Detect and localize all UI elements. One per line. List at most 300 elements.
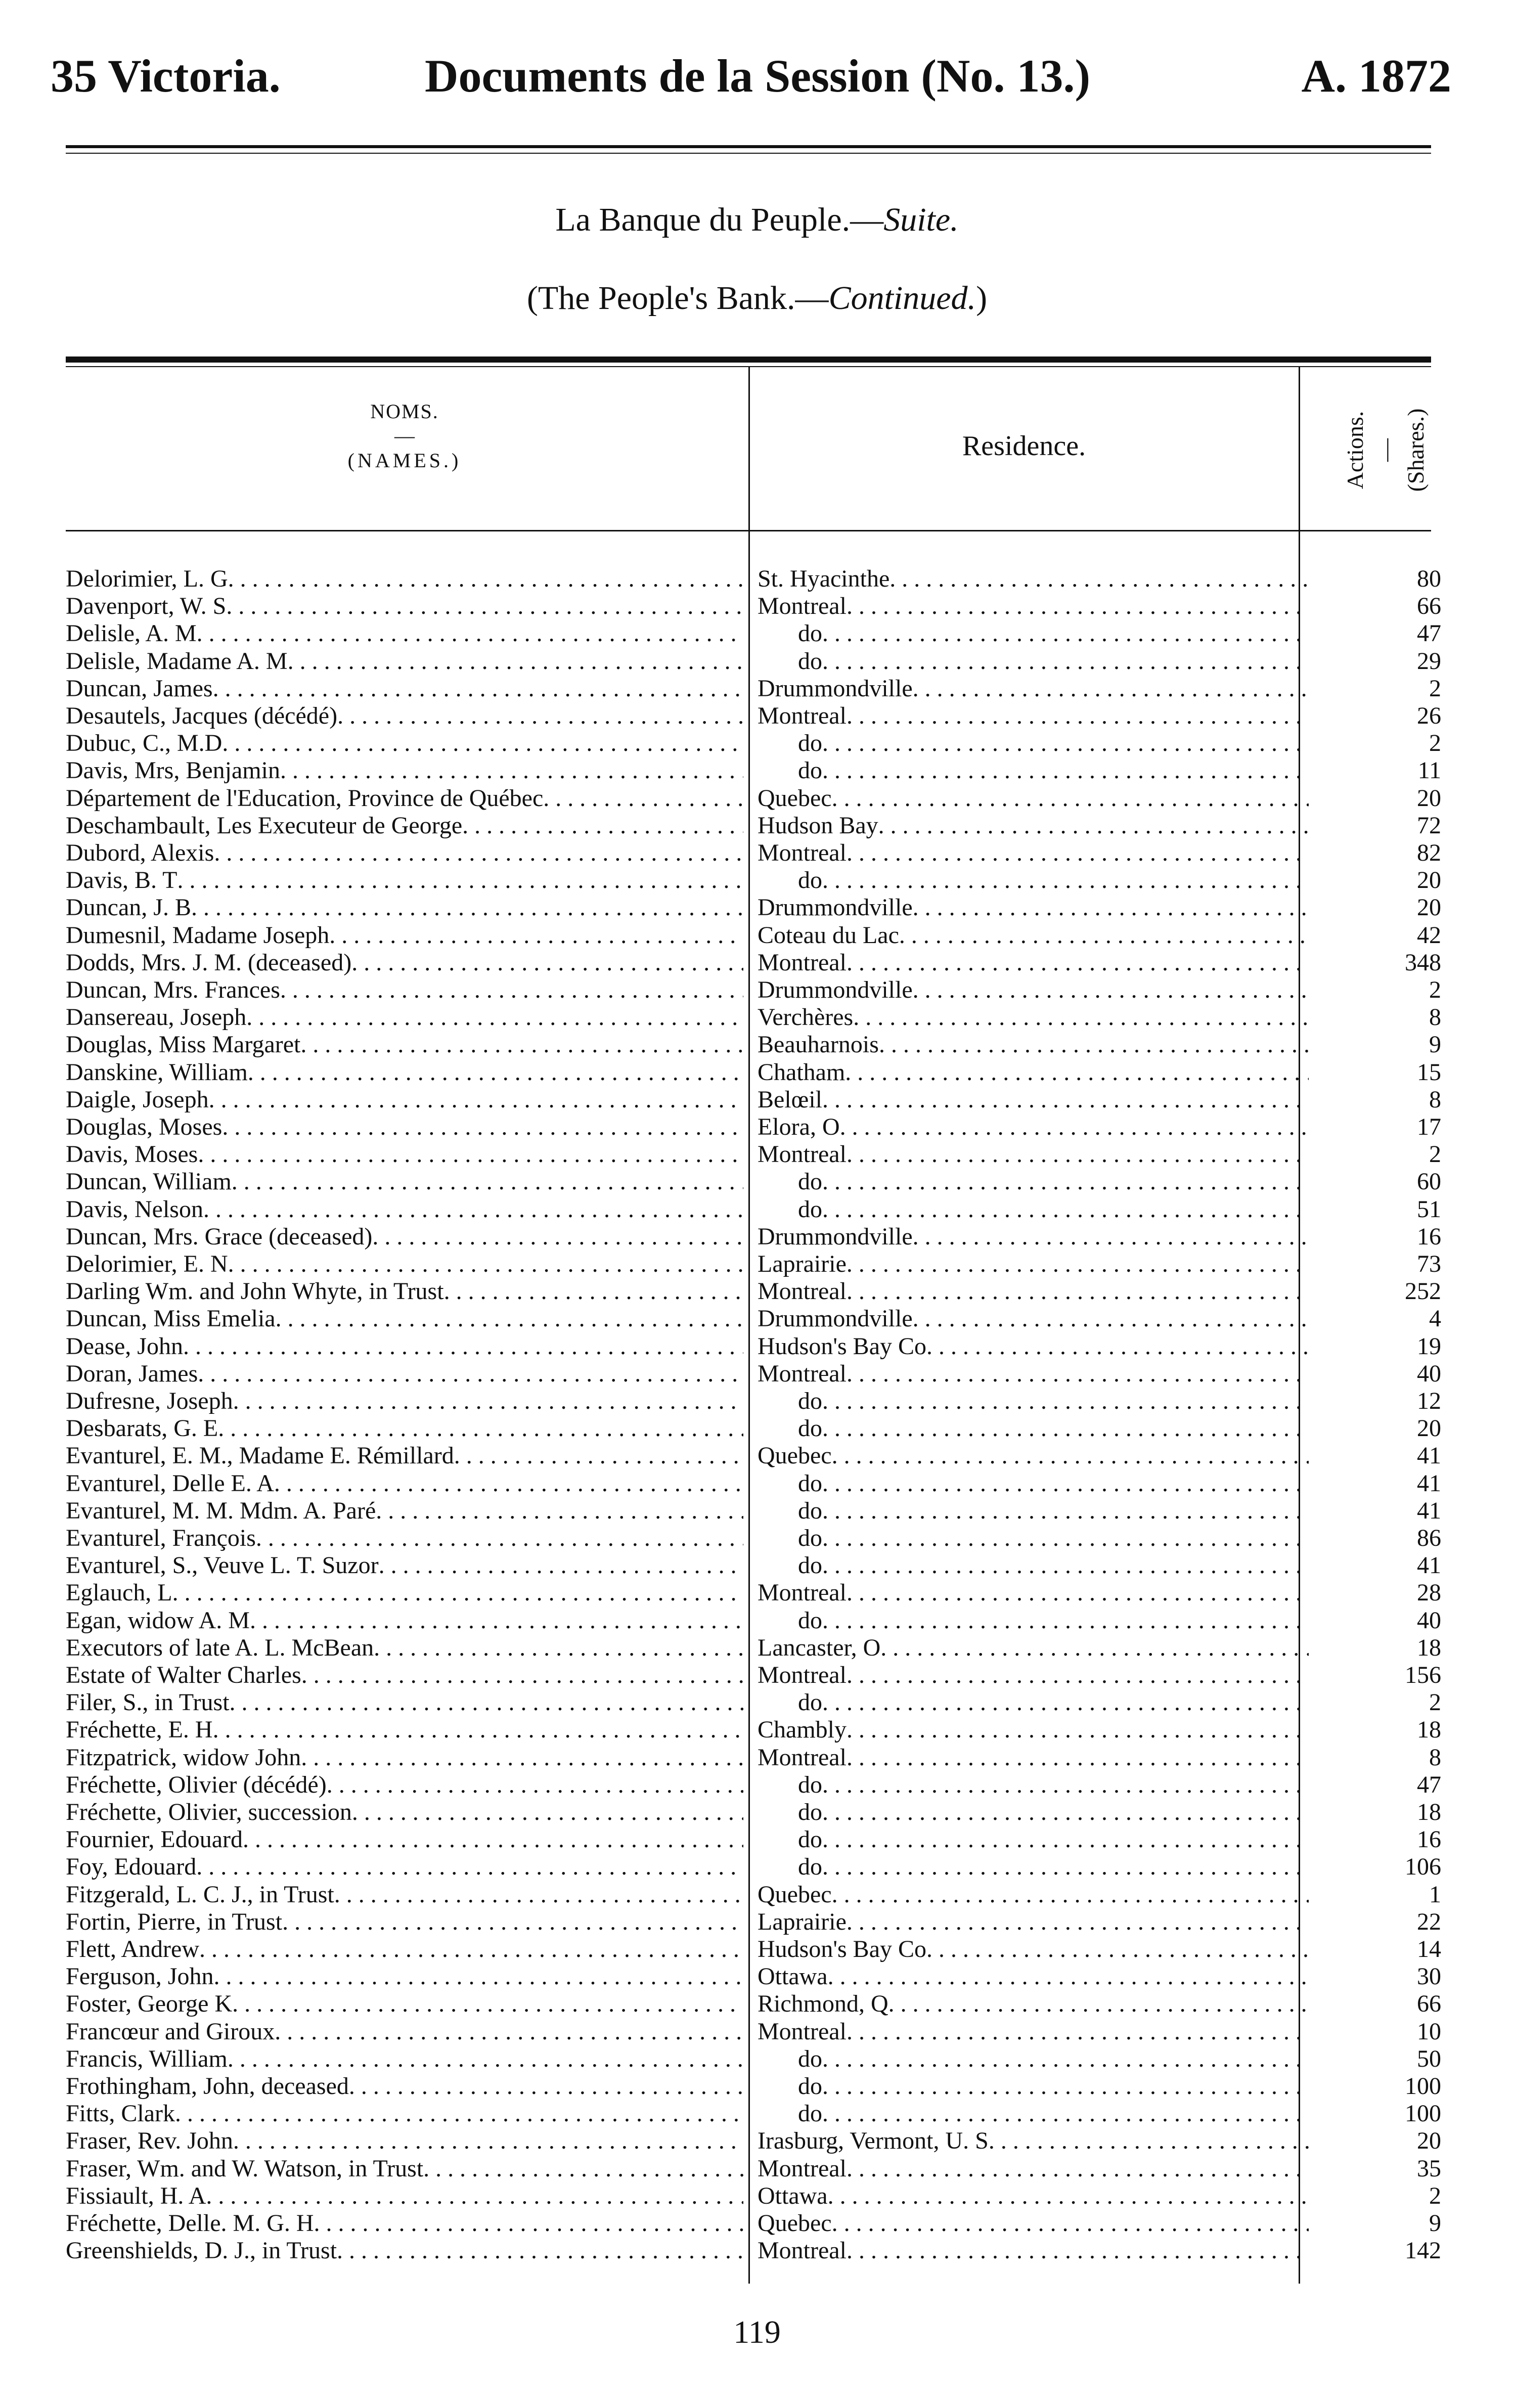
column-head-names-en: (NAMES.) <box>347 449 462 472</box>
shareholder-name: Filer, S., in Trust <box>66 1689 230 1716</box>
shareholder-name-cell <box>66 2182 743 2210</box>
residence: do <box>798 1415 822 1442</box>
shareholder-name: Flett, Andrew <box>66 1936 199 1963</box>
residence: Lancaster, O <box>758 1634 881 1661</box>
residence-cell <box>758 949 1309 976</box>
dot-leader <box>226 593 743 620</box>
dot-leader <box>822 1497 1309 1525</box>
shareholder-name-cell <box>66 2237 743 2264</box>
shares-count: 28 <box>1417 1579 1441 1607</box>
dot-leader <box>337 702 743 730</box>
shareholder-name-cell <box>66 2127 743 2155</box>
shares-count: 20 <box>1417 2127 1441 2155</box>
dot-leader <box>454 1442 743 1469</box>
table-row <box>66 1936 1441 1963</box>
table-row <box>66 1059 1441 1086</box>
dot-leader <box>198 1141 743 1168</box>
residence: do <box>798 867 822 894</box>
shareholder-name: Delisle, A. M <box>66 620 197 647</box>
residence-cell <box>758 2073 1309 2100</box>
residence-cell <box>758 1607 1309 1634</box>
residence-cell <box>758 812 1309 839</box>
running-head-center: Documents de la Session (No. 13.) <box>425 50 1091 102</box>
dot-leader <box>314 2210 743 2237</box>
shareholder-name: Fraser, Wm. and W. Watson, in Trust <box>66 2155 424 2182</box>
table-row <box>66 2155 1441 2182</box>
shareholder-name: Douglas, Miss Margaret <box>66 1031 301 1058</box>
residence: Drummondville <box>758 976 913 1003</box>
residence: do <box>798 1826 822 1853</box>
shareholder-name-cell <box>66 1853 743 1881</box>
dot-leader <box>847 1360 1309 1388</box>
dot-leader <box>327 1771 743 1799</box>
shareholder-name-cell <box>66 1689 743 1716</box>
residence: Montreal <box>758 1744 847 1771</box>
table-row <box>66 1305 1441 1332</box>
dot-leader <box>828 2182 1309 2210</box>
shareholder-name-cell <box>66 1826 743 1853</box>
residence-cell <box>758 1251 1309 1278</box>
shareholder-name: Executors of late A. L. McBean <box>66 1634 374 1661</box>
shares-count: 19 <box>1417 1332 1441 1360</box>
shareholder-name-cell <box>66 1031 743 1058</box>
shares-count: 20 <box>1417 867 1441 894</box>
residence-cell <box>758 1305 1309 1332</box>
shareholder-name: Fitzpatrick, widow John <box>66 1744 301 1771</box>
residence: Belœil <box>758 1086 822 1113</box>
dot-leader <box>175 2100 743 2127</box>
table-row <box>66 1388 1441 1415</box>
table-row <box>66 1881 1441 1908</box>
dot-leader <box>233 1388 743 1415</box>
dot-leader <box>213 1716 743 1744</box>
shareholder-name-cell <box>66 565 743 593</box>
shareholder-name-cell <box>66 2045 743 2073</box>
dot-leader <box>822 1826 1309 1853</box>
residence-cell <box>758 1936 1309 1963</box>
table-row <box>66 702 1441 730</box>
dot-leader <box>248 1059 743 1086</box>
shares-count: 40 <box>1417 1360 1441 1387</box>
shareholder-name: Davis, Moses <box>66 1141 198 1168</box>
residence-cell <box>758 593 1309 620</box>
shareholder-name-cell <box>66 1908 743 1936</box>
shareholder-name-cell <box>66 867 743 894</box>
shareholder-name: Evanturel, E. M., Madame E. Rémillard <box>66 1442 454 1469</box>
shares-count: 22 <box>1417 1908 1441 1935</box>
shareholder-name-cell <box>66 757 743 784</box>
shareholder-name-cell <box>66 593 743 620</box>
residence: do <box>798 1607 822 1634</box>
dot-leader <box>209 1086 743 1113</box>
dot-leader <box>214 839 743 867</box>
shares-count: 15 <box>1417 1058 1441 1086</box>
shareholder-name-cell <box>66 1442 743 1469</box>
shares-count: 60 <box>1417 1168 1441 1195</box>
residence: Irasburg, Vermont, U. S <box>758 2127 989 2155</box>
shares-count: 72 <box>1417 812 1441 839</box>
title-french-text: La Banque du Peuple.— <box>555 201 884 238</box>
table-row <box>66 1607 1441 1634</box>
shareholder-name-cell <box>66 1662 743 1689</box>
residence-cell <box>758 730 1309 757</box>
table-row <box>66 894 1441 921</box>
shareholder-name: Delorimier, E. N <box>66 1251 228 1277</box>
shareholder-name: Daigle, Joseph <box>66 1086 209 1113</box>
shareholder-name: Fréchette, Delle. M. G. H <box>66 2210 314 2237</box>
residence: do <box>798 1469 822 1497</box>
residence: Montreal <box>758 702 847 729</box>
residence: Montreal <box>758 949 847 976</box>
table-row <box>66 1908 1441 1936</box>
shares-count: 100 <box>1405 2073 1441 2100</box>
residence-cell <box>758 2155 1309 2182</box>
dot-leader <box>822 1086 1309 1113</box>
dot-leader <box>213 675 743 702</box>
shareholder-name: Dubuc, C., M.D <box>66 730 222 757</box>
residence-cell <box>758 1223 1309 1251</box>
residence: Quebec <box>758 2210 832 2237</box>
dot-leader <box>276 1305 743 1332</box>
residence-cell <box>758 1278 1309 1305</box>
shares-count: 12 <box>1417 1388 1441 1414</box>
residence: Chatham <box>758 1058 845 1086</box>
shareholder-name: Duncan, Miss Emelia <box>66 1305 276 1332</box>
dot-leader <box>847 1141 1309 1168</box>
residence-cell <box>758 1497 1309 1525</box>
residence: do <box>798 2100 822 2127</box>
residence: Montreal <box>758 1278 847 1305</box>
shareholder-name: Fournier, Edouard <box>66 1826 243 1853</box>
residence-cell <box>758 1716 1309 1744</box>
residence: do <box>798 1525 822 1551</box>
shareholder-name: Darling Wm. and John Whyte, in Trust <box>66 1278 444 1305</box>
table-row <box>66 785 1441 812</box>
shareholder-name-cell <box>66 2073 743 2100</box>
table-row <box>66 757 1441 784</box>
dot-leader <box>203 1196 743 1223</box>
dot-leader <box>822 620 1309 647</box>
shareholder-name-cell <box>66 949 743 976</box>
table-row <box>66 1853 1441 1881</box>
shares-count: 47 <box>1417 620 1441 647</box>
shareholder-name: Dubord, Alexis <box>66 839 214 866</box>
residence: do <box>798 1388 822 1414</box>
shares-count: 18 <box>1417 1716 1441 1744</box>
dot-leader <box>250 1607 743 1634</box>
shares-count: 35 <box>1417 2155 1441 2182</box>
dot-leader <box>462 812 743 839</box>
shareholder-name-cell <box>66 785 743 812</box>
dot-leader <box>822 1853 1309 1881</box>
dot-leader <box>822 1607 1309 1634</box>
residence-cell <box>758 1415 1309 1442</box>
shareholder-name-cell <box>66 1990 743 2018</box>
shareholder-name: Francœur and Giroux <box>66 2018 275 2045</box>
title-english-italic: Continued. <box>828 280 976 317</box>
shareholder-name: Fitts, Clark <box>66 2100 175 2127</box>
shares-count: 51 <box>1417 1195 1441 1223</box>
residence: St. Hyacinthe <box>758 565 890 592</box>
page-number: 119 <box>733 2314 781 2350</box>
shareholder-name-cell <box>66 812 743 839</box>
shareholder-name: Evanturel, François <box>66 1525 256 1551</box>
dot-leader <box>926 1333 1309 1360</box>
residence-cell <box>758 894 1309 921</box>
table-row <box>66 2127 1441 2155</box>
shares-count: 50 <box>1417 2045 1441 2072</box>
residence-cell <box>758 1059 1309 1086</box>
shareholder-name-cell <box>66 1936 743 1963</box>
residence-cell <box>758 565 1309 593</box>
residence-cell <box>758 2045 1309 2073</box>
dot-leader <box>879 1031 1309 1058</box>
shareholder-name-cell <box>66 1278 743 1305</box>
shareholder-name-cell <box>66 648 743 675</box>
table-row <box>66 1662 1441 1689</box>
residence: Montreal <box>758 1579 847 1607</box>
table-row <box>66 976 1441 1004</box>
shares-count: 47 <box>1417 1771 1441 1798</box>
shareholder-name: Egan, widow A. M <box>66 1607 250 1634</box>
residence-cell <box>758 1908 1309 1936</box>
shares-count: 8 <box>1429 1086 1441 1113</box>
residence: Verchères <box>758 1004 854 1031</box>
table-row <box>66 1689 1441 1716</box>
column-head-residence: Residence. <box>962 430 1086 462</box>
residence-cell <box>758 1552 1309 1579</box>
table-row <box>66 1470 1441 1497</box>
residence: do <box>798 620 822 647</box>
residence: do <box>798 1195 822 1223</box>
table-row <box>66 1223 1441 1251</box>
head-rule-thick <box>66 145 1431 148</box>
shares-count: 30 <box>1417 1963 1441 1990</box>
shareholder-name-cell <box>66 1223 743 1251</box>
shareholder-name-cell <box>66 1771 743 1799</box>
residence: Coteau du Lac <box>758 921 899 949</box>
shareholder-name: Duncan, Mrs. Grace (deceased) <box>66 1223 373 1250</box>
shares-count: 16 <box>1417 1826 1441 1853</box>
shares-count: 252 <box>1405 1278 1441 1305</box>
column-head-names-fr: NOMS. <box>370 400 439 423</box>
shares-count: 8 <box>1429 1744 1441 1771</box>
residence-cell <box>758 2182 1309 2210</box>
residence: Richmond, Q <box>758 1990 888 2018</box>
dot-leader <box>822 1415 1309 1442</box>
dot-leader <box>989 2127 1309 2155</box>
shareholder-name: Francis, William <box>66 2045 228 2072</box>
shareholder-name: Fraser, Rev. John <box>66 2127 233 2155</box>
residence: do <box>798 757 822 784</box>
shares-count: 16 <box>1417 1223 1441 1250</box>
shareholder-name: Fissiault, H. A <box>66 2182 206 2209</box>
shares-count: 8 <box>1429 1004 1441 1031</box>
residence: do <box>798 1853 822 1881</box>
dot-leader <box>847 949 1309 976</box>
residence: Hudson Bay <box>758 812 878 839</box>
dot-leader <box>228 565 743 593</box>
residence: Quebec <box>758 784 832 812</box>
dot-leader <box>822 1771 1309 1799</box>
residence-cell <box>758 2237 1309 2264</box>
title-english <box>0 276 1514 321</box>
dot-leader <box>822 2100 1309 2127</box>
table-rule-thick <box>66 356 1431 363</box>
dot-leader <box>899 922 1309 949</box>
shareholder-name-cell <box>66 702 743 730</box>
shareholder-name-cell <box>66 1113 743 1141</box>
table-row <box>66 730 1441 757</box>
title-french-italic: Suite. <box>883 201 959 238</box>
residence-cell <box>758 867 1309 894</box>
dot-leader <box>444 1278 743 1305</box>
shares-count: 20 <box>1417 894 1441 921</box>
residence-cell <box>758 1799 1309 1826</box>
table-row <box>66 675 1441 702</box>
shareholder-name-cell <box>66 976 743 1004</box>
residence-cell <box>758 1333 1309 1360</box>
table-row <box>66 1113 1441 1141</box>
residence-cell <box>758 1579 1309 1607</box>
dot-leader <box>878 812 1309 839</box>
table-row <box>66 1415 1441 1442</box>
table-row <box>66 1552 1441 1579</box>
shareholder-name: Dease, John <box>66 1332 183 1360</box>
dot-leader <box>222 730 743 757</box>
dot-leader <box>847 1251 1309 1278</box>
table-row <box>66 1634 1441 1662</box>
shareholder-name-cell <box>66 1004 743 1031</box>
shareholder-name: Duncan, James <box>66 675 213 702</box>
running-head-right: A. 1872 <box>1301 50 1451 102</box>
dot-leader <box>275 2018 743 2045</box>
dot-leader <box>822 1552 1309 1579</box>
shareholder-name: Davis, B. T <box>66 867 177 894</box>
shares-count: 41 <box>1417 1552 1441 1579</box>
shareholder-name-cell <box>66 839 743 867</box>
dot-leader <box>913 675 1309 702</box>
shareholder-name: Davis, Nelson <box>66 1195 203 1223</box>
dot-leader <box>199 1936 743 1963</box>
shares-count: 20 <box>1417 784 1441 812</box>
shares-count: 20 <box>1417 1415 1441 1442</box>
table-row <box>66 1497 1441 1525</box>
residence-cell <box>758 1031 1309 1058</box>
shareholder-name: Dansereau, Joseph <box>66 1004 247 1031</box>
dot-leader <box>832 785 1309 812</box>
residence: Ottawa <box>758 1963 828 1990</box>
residence: Hudson's Bay Co <box>758 1332 927 1360</box>
dot-leader <box>926 1936 1309 1963</box>
residence-cell <box>758 702 1309 730</box>
dot-leader <box>847 1579 1309 1607</box>
dot-leader <box>282 1908 743 1936</box>
shares-count: 41 <box>1417 1442 1441 1469</box>
residence: Drummondville <box>758 894 913 921</box>
shareholder-name: Desbarats, G. E <box>66 1415 218 1442</box>
dot-leader <box>256 1525 743 1552</box>
residence-cell <box>758 1826 1309 1853</box>
shareholder-name-cell <box>66 675 743 702</box>
residence-cell <box>758 1990 1309 2018</box>
shares-count: 41 <box>1417 1469 1441 1497</box>
dot-leader <box>889 565 1309 593</box>
dot-leader <box>233 2127 743 2155</box>
dot-leader <box>196 1853 743 1881</box>
residence: Montreal <box>758 839 847 866</box>
shareholder-name: Fréchette, Olivier, succession <box>66 1799 352 1825</box>
residence: do <box>798 1497 822 1524</box>
dot-leader <box>822 1470 1309 1497</box>
dot-leader <box>845 1059 1309 1086</box>
table-row <box>66 620 1441 647</box>
running-head-left: 35 Victoria. <box>51 50 281 102</box>
dot-leader <box>232 1990 743 2018</box>
shares-count: 2 <box>1429 730 1441 757</box>
table-row <box>66 648 1441 675</box>
shareholder-name: Duncan, William <box>66 1168 232 1195</box>
dot-leader <box>300 1031 743 1058</box>
shareholder-name-cell <box>66 1305 743 1332</box>
shareholder-name: Duncan, J. B <box>66 894 191 921</box>
table-row <box>66 593 1441 620</box>
dot-leader <box>228 1251 743 1278</box>
residence-cell <box>758 1004 1309 1031</box>
shareholder-name-cell <box>66 2018 743 2045</box>
table-row <box>66 2018 1441 2045</box>
shares-count: 42 <box>1417 921 1441 949</box>
residence-cell <box>758 2100 1309 2127</box>
table-row <box>66 1004 1441 1031</box>
residence: Montreal <box>758 1360 847 1387</box>
shareholder-name-cell <box>66 1579 743 1607</box>
dot-leader <box>822 730 1309 757</box>
shares-count: 156 <box>1405 1662 1441 1688</box>
shares-count: 348 <box>1405 949 1441 976</box>
table-row <box>66 867 1441 894</box>
shareholder-name: Dumesnil, Madame Joseph <box>66 921 330 949</box>
dot-leader <box>822 757 1309 784</box>
residence: Drummondville <box>758 1223 913 1250</box>
dot-leader <box>847 1662 1309 1689</box>
shares-count: 4 <box>1429 1305 1441 1332</box>
shares-count: 40 <box>1417 1607 1441 1634</box>
residence: Drummondville <box>758 1305 913 1332</box>
shareholder-name: Foster, George K <box>66 1990 233 2018</box>
shareholder-name-cell <box>66 1634 743 1662</box>
shareholder-name-cell <box>66 1552 743 1579</box>
shareholder-name-cell <box>66 1744 743 1771</box>
shareholder-name-cell <box>66 1497 743 1525</box>
dot-leader <box>351 949 743 976</box>
shares-count: 10 <box>1417 2018 1441 2045</box>
dot-leader <box>243 1826 743 1853</box>
shareholder-name-cell <box>66 1716 743 1744</box>
residence: Chambly <box>758 1716 847 1744</box>
table-row <box>66 1442 1441 1469</box>
shareholder-name: Evanturel, S., Veuve L. T. Suzor <box>66 1552 379 1579</box>
residence-cell <box>758 1881 1309 1908</box>
dot-leader <box>822 1168 1309 1195</box>
dot-leader <box>913 976 1309 1004</box>
residence-cell <box>758 2210 1309 2237</box>
residence-cell <box>758 757 1309 784</box>
table-row <box>66 1579 1441 1607</box>
residence: do <box>798 2073 822 2100</box>
residence: Laprairie <box>758 1251 847 1277</box>
dot-leader <box>847 1716 1309 1744</box>
